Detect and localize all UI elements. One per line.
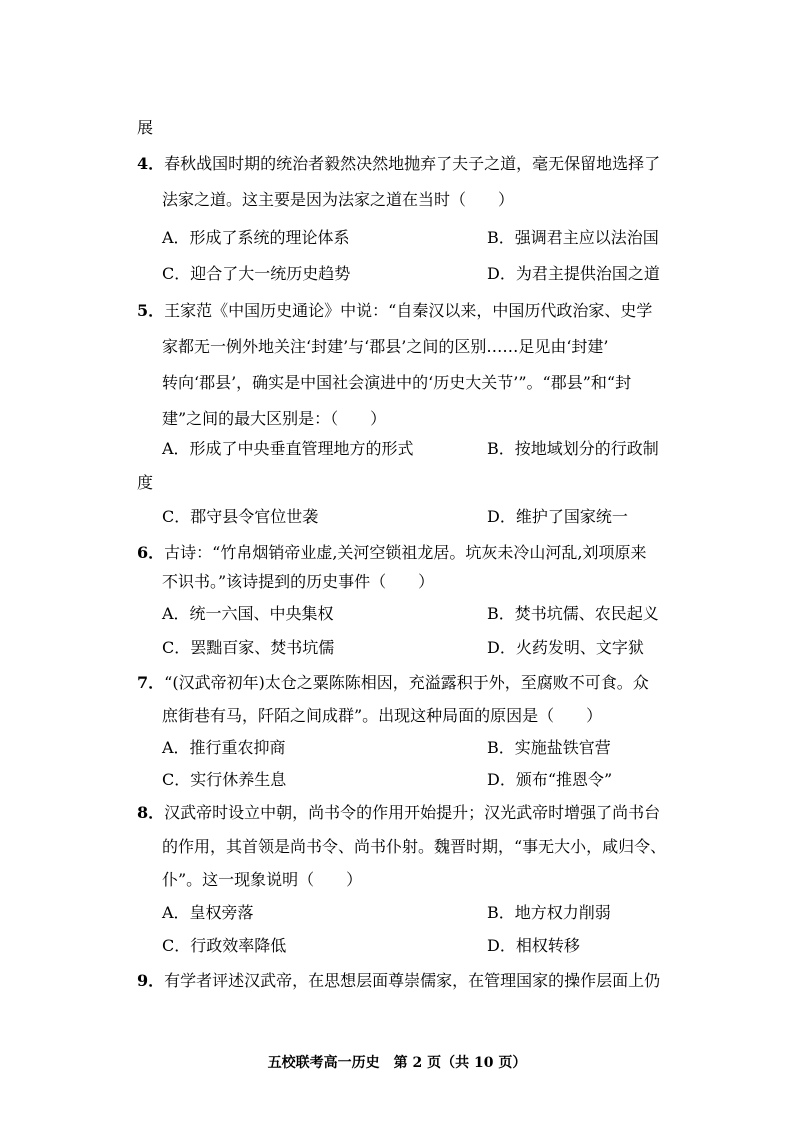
question-6-line-2: 不识书。”该诗提到的历史事件（ ） [162,572,435,591]
question-5-option-b-wrap: 度 [137,473,154,492]
question-7-option-b[interactable]: B．实施盐铁官营 [487,738,611,757]
question-7-line-2: 庶街巷有马，阡陌之间成群”。出现这种局面的原因是（ ） [162,706,603,725]
question-6-option-d[interactable]: D．火药发明、文字狱 [487,638,644,657]
question-4-option-d[interactable]: D．为君主提供治国之道 [487,264,660,283]
question-4-option-b[interactable]: B．强调君主应以法治国 [487,228,659,247]
question-9-number: 9． [137,971,165,990]
question-6-option-a[interactable]: A．统一六国、中央集权 [162,604,334,623]
continuation-text: 展 [137,118,154,137]
question-8-line-2: 的作用，其首领是尚书令、尚书仆射。魏晋时期，“事无大小，咸归令、 [162,837,667,856]
question-9-line-1: 9．有学者评述汉武帝，在思想层面尊崇儒家，在管理国家的操作层面上仍 [137,971,661,990]
question-6-option-b[interactable]: B．焚书坑儒、农民起义 [487,604,659,623]
question-5-option-d[interactable]: D．维护了国家统一 [487,507,628,526]
question-5-option-b[interactable]: B．按地域划分的行政制 [487,439,659,458]
question-7-line-1: 7．“(汉武帝初年)太仓之粟陈陈相因，充溢露积于外，至腐败不可食。众 [137,673,649,692]
question-5-option-a[interactable]: A．形成了中央垂直管理地方的形式 [162,439,414,458]
question-5-line-2: 家都无一例外地关注‘封建’与‘郡县’之间的区别……足见由‘封建’ [162,337,609,356]
question-7-option-d[interactable]: D．颁布“推恩令” [487,770,613,789]
question-8-option-d[interactable]: D．相权转移 [487,936,580,955]
question-8-line-3: 仆”。这一现象说明（ ） [162,870,363,889]
question-4-option-a[interactable]: A．形成了系统的理论体系 [162,228,350,247]
question-5-line-4: 建”之间的最大区别是：（ ） [162,409,387,428]
question-5-line-1: 5．王家范《中国历史通论》中说：“自秦汉以来，中国历代政治家、史学 [137,301,653,320]
question-5-option-c[interactable]: C．郡守县令官位世袭 [162,507,319,526]
question-5-number: 5． [137,301,165,320]
page-footer: 五校联考高一历史 第 2 页（共 10 页） [267,1055,527,1071]
question-7-option-a[interactable]: A．推行重农抑商 [162,738,286,757]
question-8-number: 8． [137,803,165,822]
question-4-number: 4． [137,154,165,173]
question-8-option-c[interactable]: C．行政效率降低 [162,936,287,955]
question-8-option-b[interactable]: B．地方权力削弱 [487,903,611,922]
question-7-option-c[interactable]: C．实行休养生息 [162,770,287,789]
question-4-line-1: 4．春秋战国时期的统治者毅然决然地抛弃了夫子之道，毫无保留地选择了 [137,154,661,173]
question-4-line-2: 法家之道。这主要是因为法家之道在当时（ ） [162,190,515,209]
question-6-option-c[interactable]: C．罢黜百家、焚书坑儒 [162,638,335,657]
question-8-line-1: 8．汉武帝时设立中朝，尚书令的作用开始提升；汉光武帝时增强了尚书台 [137,803,661,822]
question-5-line-3: 转向‘郡县’，确实是中国社会演进中的‘历史大关节’”。“郡县”和“封 [162,373,632,392]
question-7-number: 7． [137,673,165,692]
question-6-line-1: 6．古诗：“竹帛烟销帝业虚,关河空锁祖龙居。坑灰未冷山河乱,刘项原来 [137,543,647,562]
question-8-option-a[interactable]: A．皇权旁落 [162,903,254,922]
question-4-option-c[interactable]: C．迎合了大一统历史趋势 [162,264,351,283]
question-6-number: 6． [137,543,165,562]
